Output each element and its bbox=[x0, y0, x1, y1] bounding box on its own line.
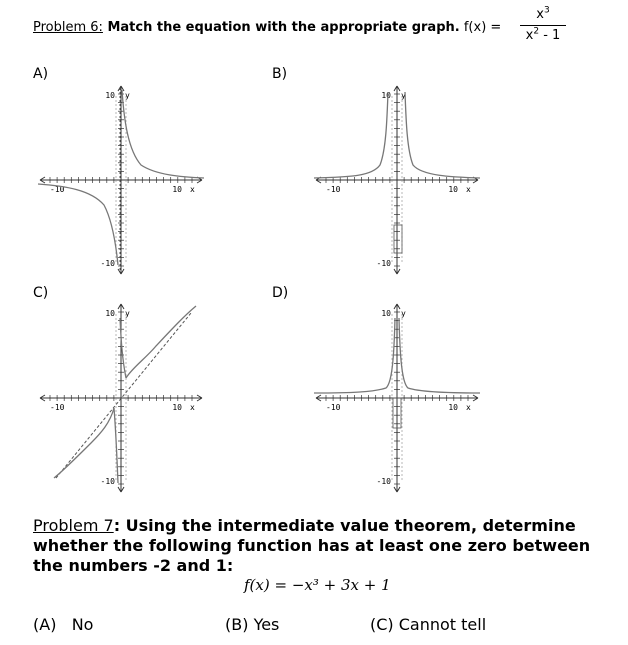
problem-6-text: Match the equation with the appropriate graph. bbox=[102, 20, 460, 35]
option-b-label: B) bbox=[272, 66, 288, 82]
option-d-label: D) bbox=[272, 285, 289, 301]
curve-left-branch bbox=[38, 184, 118, 265]
y-var-label: y bbox=[401, 91, 406, 100]
y-var-label: y bbox=[125, 91, 130, 100]
x-min-label: -10 bbox=[326, 403, 341, 412]
answer-b-text: Yes bbox=[253, 615, 280, 634]
y-min-label: -10 bbox=[376, 477, 391, 486]
x-var-label: x bbox=[466, 403, 471, 412]
curve-left-branch bbox=[314, 92, 388, 178]
y-max-label: 10 bbox=[105, 309, 115, 318]
answer-b[interactable] bbox=[225, 615, 279, 634]
option-c-label: C) bbox=[33, 285, 49, 301]
x-var-label: x bbox=[190, 185, 195, 194]
problem-6-label: Problem 6: bbox=[33, 20, 103, 35]
y-max-label: 10 bbox=[381, 309, 391, 318]
x-max-label: 10 bbox=[448, 185, 458, 194]
graph-a bbox=[36, 80, 206, 280]
curve-left-branch bbox=[314, 318, 395, 393]
answer-a-letter: (A) bbox=[33, 615, 57, 634]
curve-right-branch bbox=[405, 92, 480, 178]
x-min-label: -10 bbox=[326, 185, 341, 194]
answer-c-text: Cannot tell bbox=[398, 615, 487, 634]
problem-6-fx: f(x) = bbox=[459, 20, 502, 35]
problem-6-fraction bbox=[520, 6, 566, 44]
curve-right-branch bbox=[399, 318, 480, 393]
problem-7-function: f(x) = −x³ + 3x + 1 bbox=[244, 576, 391, 594]
graph-d bbox=[312, 298, 482, 498]
y-var-label: y bbox=[125, 309, 130, 318]
answer-a-text: No bbox=[71, 615, 94, 634]
y-min-label: -10 bbox=[100, 259, 115, 268]
problem-6-heading bbox=[33, 20, 501, 35]
option-a-label: A) bbox=[33, 66, 49, 82]
y-min-label: -10 bbox=[376, 259, 391, 268]
problem-7-heading bbox=[33, 516, 603, 576]
x-min-label: -10 bbox=[50, 185, 65, 194]
x-min-label: -10 bbox=[50, 403, 65, 412]
x-var-label: x bbox=[190, 403, 195, 412]
problem-7-label: Problem 7 bbox=[33, 516, 114, 535]
x-max-label: 10 bbox=[448, 403, 458, 412]
y-var-label: y bbox=[401, 309, 406, 318]
x-max-label: 10 bbox=[172, 185, 182, 194]
curve-upper-branch bbox=[126, 306, 196, 378]
curve-right-branch bbox=[122, 90, 204, 178]
problem-7-text: : Using the intermediate value theorem, determine whether the following function has at least one zero between the numbers -2 and 1: bbox=[33, 516, 591, 575]
fraction-numerator: $x^3$ bbox=[536, 5, 550, 22]
y-max-label: 10 bbox=[105, 91, 115, 100]
graph-c bbox=[36, 298, 206, 498]
graph-b bbox=[312, 80, 482, 280]
y-max-label: 10 bbox=[381, 91, 391, 100]
answer-c[interactable] bbox=[370, 615, 486, 634]
answer-b-letter: (B) bbox=[225, 615, 249, 634]
fraction-bar bbox=[520, 25, 566, 26]
x-max-label: 10 bbox=[172, 403, 182, 412]
answer-c-letter: (C) bbox=[370, 615, 394, 634]
answer-a[interactable] bbox=[33, 615, 93, 634]
x-var-label: x bbox=[466, 185, 471, 194]
y-min-label: -10 bbox=[100, 477, 115, 486]
fraction-denominator: $x^2 - 1$ bbox=[525, 26, 561, 43]
